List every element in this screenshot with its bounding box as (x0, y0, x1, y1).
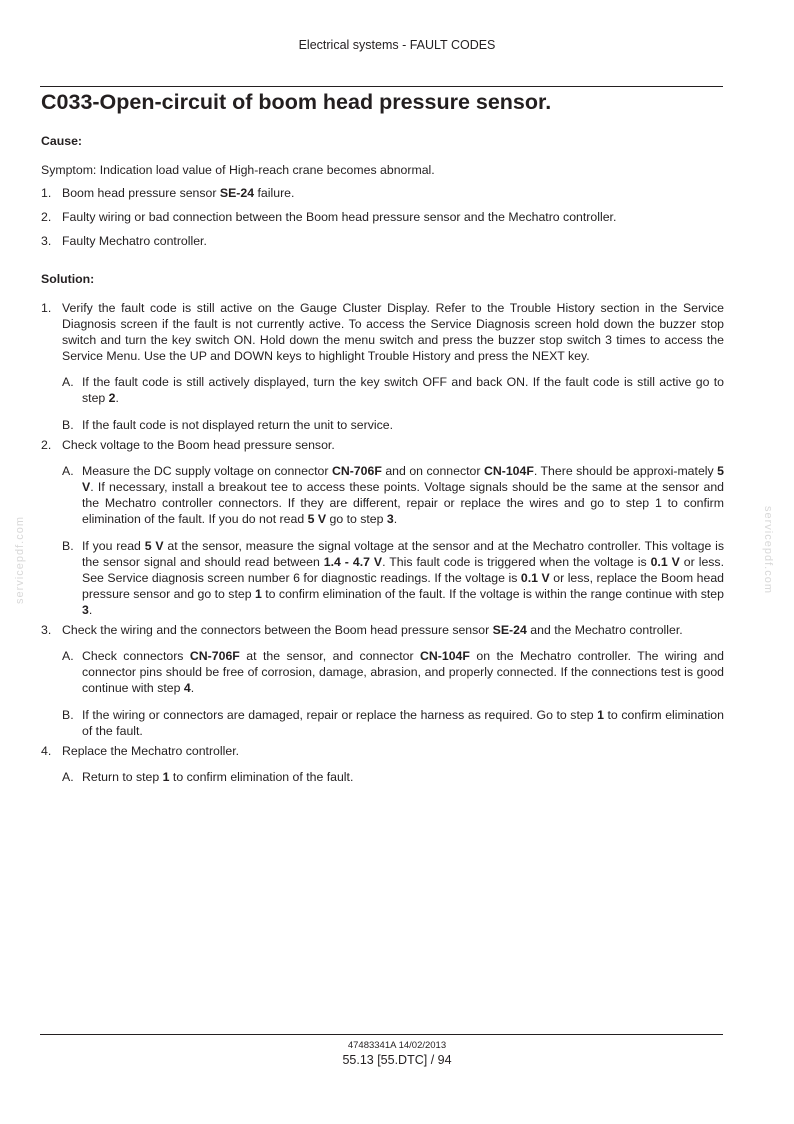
sub-text: . (88, 603, 93, 617)
voltage-range: 1.4 - 4.7 V (323, 555, 383, 569)
sub-letter: B. (62, 418, 74, 432)
voltage-value: 0.1 V (520, 571, 550, 585)
solution-step-3 (41, 622, 724, 638)
cause-item-2 (41, 209, 724, 225)
step-text: Check voltage to the Boom head pressure sensor. (62, 438, 335, 452)
sub-text: If the fault code is not displayed return the unit to service. (82, 418, 394, 432)
sub-letter: A. (62, 375, 74, 389)
sub-letter: B. (62, 539, 74, 553)
voltage-value: 5 V (144, 539, 164, 553)
list-number: 3. (41, 623, 52, 637)
step-ref: 4 (183, 681, 191, 695)
solution-step-4 (41, 743, 724, 759)
sub-text: . (115, 391, 119, 405)
step-3-sub-a (41, 648, 724, 696)
sub-text: . (393, 512, 398, 526)
cause-item-text: Boom head pressure sensor (62, 186, 220, 200)
sub-text: . There should be approxi-mately (533, 464, 718, 478)
sub-text: . If necessary, install a breakout tee to access these points. Voltage signals should be the same at the sensor and the Mechatro controller connectors. If they are different, repair or replace the wires and go to step 1 to confirm elimination of the fault. If you do not read (82, 480, 724, 526)
step-ref: 2 (108, 391, 116, 405)
cause-heading: Cause: (41, 134, 83, 148)
connector-code: CN-104F (420, 649, 470, 663)
step-ref: 1 (254, 587, 262, 601)
footer-rule (40, 1034, 723, 1035)
step-text: and the Mechatro controller. (526, 623, 683, 637)
sub-letter: A. (62, 649, 74, 663)
sub-text: Return to step (82, 770, 163, 784)
step-3-sub-b (41, 707, 724, 739)
step-text: Replace the Mechatro controller. (62, 744, 240, 758)
sub-text: to confirm elimination of the fault. (169, 770, 354, 784)
sub-text: or less. See Service diagnosis screen number 6 for diagnostic readings. If the voltage is (82, 555, 724, 585)
step-ref: 3 (386, 512, 394, 526)
solution-step-1 (41, 300, 724, 364)
cause-item-text: Faulty Mechatro controller. (62, 234, 207, 248)
step-ref: 3 (82, 603, 89, 617)
sensor-code: SE-24 (492, 623, 527, 637)
step-ref: 1 (597, 708, 604, 722)
list-number: 1. (41, 301, 52, 315)
sub-text: or less, replace the Boom head pressure sensor and go to step (82, 571, 724, 601)
sub-text: go to step (326, 512, 387, 526)
sub-text: to confirm elimination of the fault. If the voltage is within the range continue with step (261, 587, 724, 601)
step-1-sub-b (41, 417, 724, 433)
step-4-sub-a (41, 769, 724, 785)
sub-text: on the Mechatro controller. The wiring and connector pins should be free of corrosion, damage, abrasion, and properly connected. If the connections test is good continue with step (82, 649, 724, 695)
cause-item-3 (41, 233, 724, 249)
sub-text: Check connectors (82, 649, 190, 663)
page-title: C033-Open-circuit of boom head pressure sensor. (41, 90, 552, 114)
sub-text: to confirm elimination of the fault. (82, 708, 724, 738)
voltage-value: 5 V (307, 512, 327, 526)
list-number: 4. (41, 744, 52, 758)
connector-code: CN-104F (483, 464, 534, 478)
list-number: 2. (41, 438, 52, 452)
step-ref: 1 (162, 770, 170, 784)
step-2-sub-b (41, 538, 724, 618)
connector-code: CN-706F (189, 649, 240, 663)
running-header: Electrical systems - FAULT CODES (298, 38, 496, 52)
voltage-value: 0.1 V (650, 555, 680, 569)
solution-step-2 (41, 437, 724, 453)
step-2-sub-a (41, 463, 724, 527)
symptom-text: Symptom: Indication load value of High-reach crane becomes abnormal. (41, 163, 435, 177)
sub-text: at the sensor, measure the signal voltage at the sensor and at the Mechatro controller. This voltage is the sensor signal and should read between (82, 539, 724, 569)
list-number: 3. (41, 234, 52, 248)
sub-text: If the fault code is still actively displayed, turn the key switch OFF and back ON. If the fault code is still active go to step (82, 375, 724, 405)
watermark-text: servicepdf.com (762, 506, 774, 594)
sub-text: at the sensor, and connector (239, 649, 421, 663)
list-number: 2. (41, 210, 52, 224)
sub-text: . This fault code is triggered when the voltage is (382, 555, 651, 569)
sub-text: and on connector (381, 464, 484, 478)
watermark-text: servicepdf.com (14, 516, 26, 604)
sensor-code: SE-24 (219, 186, 255, 200)
connector-code: CN-706F (331, 464, 382, 478)
sub-letter: A. (62, 464, 74, 478)
step-text: Check the wiring and the connectors between the Boom head pressure sensor (62, 623, 493, 637)
solution-heading: Solution: (41, 272, 95, 286)
footer-page-number: 55.13 [55.DTC] / 94 (342, 1053, 452, 1067)
sub-text: If the wiring or connectors are damaged, repair or replace the harness as required. Go to step (82, 708, 598, 722)
footer-document-id: 47483341A 14/02/2013 (347, 1040, 447, 1051)
cause-item-text: Faulty wiring or bad connection between the Boom head pressure sensor and the Mechatro controller. (62, 210, 617, 224)
header-rule (40, 86, 723, 87)
sub-text: Measure the DC supply voltage on connector (82, 464, 332, 478)
list-number: 1. (41, 186, 52, 200)
sub-text: If you read (82, 539, 145, 553)
step-text: Verify the fault code is still active on the Gauge Cluster Display. Refer to the Trouble History section in the Service Diagnosis screen if the fault is not currently active. To access the Service Diagnosis screen hold down the buzzer stop switch and turn the key switch ON. Hold down the menu switch and press the buzzer stop switch 3 times to access the Service Menu. Use the UP and DOWN keys to highlight Trouble History and press the NEXT key. (62, 301, 724, 363)
cause-item-1 (41, 185, 724, 201)
step-1-sub-a (41, 374, 724, 406)
sub-text: . (190, 681, 195, 695)
document-body (41, 133, 724, 796)
voltage-value: 5 V (82, 464, 724, 494)
sub-letter: A. (62, 770, 74, 784)
cause-item-text: failure. (254, 186, 295, 200)
sub-letter: B. (62, 708, 74, 722)
